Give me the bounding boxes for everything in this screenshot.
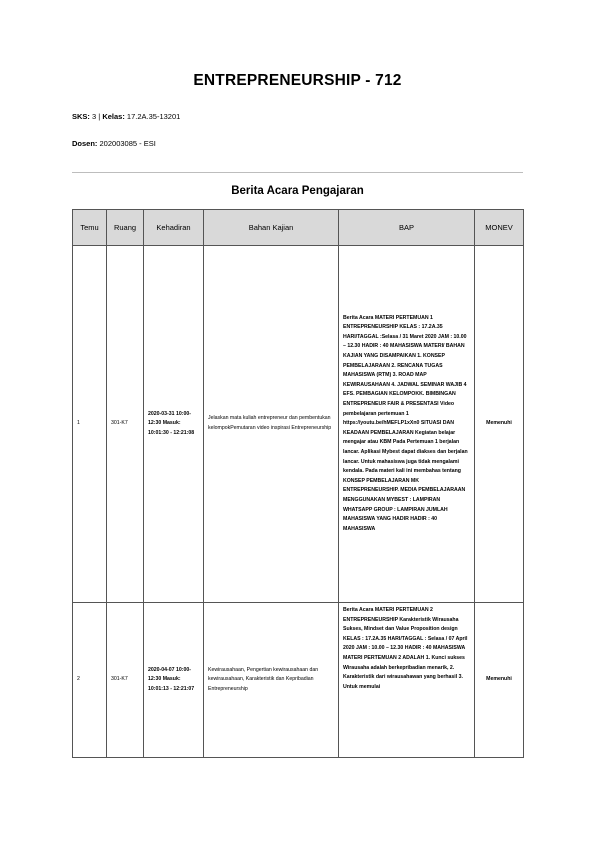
dosen-value: 202003085 - ESI xyxy=(99,139,156,148)
lecturer-info-line xyxy=(72,139,156,148)
monev-cell: Memenuhi xyxy=(475,603,524,758)
temu-cell: 2 xyxy=(73,603,107,758)
monev-cell: Memenuhi xyxy=(475,246,524,603)
header-ruang: Ruang xyxy=(107,210,144,246)
bap-cell: Berita Acara MATERI PERTEMUAN 2 ENTREPRENEURSHIP Karakteristik Wirausaha Sukses, Mindset dan Value Proposition design KELAS : 17.2A.35 HARI/TAGGAL : Selasa / 07 April 2020 JAM : 10.00 – 12.30 HADIR : 40 MAHASISWA MATERI PERTEMUAN 2 ADALAH 1. Kunci sukses Wirausaha adalah berkepribadian menarik, 2. Karakteristik dari wirausahawan yang berhasil 3. Untuk memulai xyxy=(339,603,475,758)
header-temu: Temu xyxy=(73,210,107,246)
divider xyxy=(72,172,523,173)
table-row xyxy=(73,246,524,603)
ruang-cell: 301-K7 xyxy=(107,603,144,758)
header-kehadiran: Kehadiran xyxy=(144,210,204,246)
dosen-label: Dosen: xyxy=(72,139,98,148)
sks-value: 3 | xyxy=(92,112,101,121)
table-row xyxy=(73,603,524,758)
teaching-record-table xyxy=(72,209,524,758)
ruang-cell: 301-K7 xyxy=(107,246,144,603)
bap-cell: Berita Acara MATERI PERTEMUAN 1 ENTREPRENEURSHIP KELAS : 17.2A.35 HARI/TAGGAL :Selasa / 31 Maret 2020 JAM : 10.00 – 12.30 HADIR : 40 MAHASISWA MATERI/ BAHAN KAJIAN YANG DISAMPAIKAN 1. KONSEP PEMBELAJARAAN 2. RENCANA TUGAS MAHASISWA (RTM) 3. ROAD MAP KEWIRAUSAHAAN 4. JADWAL SEMINAR WAJIB 4 EFS. PEMBAGIAN KELOMPOKK. BIMBINGAN ENTREPRENEUR FAIR & PRESENTASI Video pembelajaran pertemuan 1 https://youtu.be/hMEFLP1xXn0 SITUASI DAN KEADAAN PEMBELAJARAN Kegiatan belajar mengajar atau KBM Pada Pertemuan 1 berjalan lancar. Aplikasi Mybest dapat diakses dan berjalan lancar. Untuk mahasiswa juga tidak mengalami kendala. Pada materi kali ini membahas tentang KONSEP PEMBELAJARAN MK ENTREPRENEURSHIP. MEDIA PEMBELAJARAAN MENGGUNAKAN MYBEST : LAMPIRAN WHATSAPP GROUP : LAMPIRAN JUMLAH MAHASISWA YANG HADIR HADIR : 40 MAHASISWA xyxy=(339,246,475,603)
section-title: Berita Acara Pengajaran xyxy=(231,185,364,197)
page-title: ENTREPRENEURSHIP - 712 xyxy=(193,72,402,89)
temu-cell: 1 xyxy=(73,246,107,603)
kehadiran-cell: 2020-03-31 10:00-12:30 Masuk: 10:01:30 - 12:21:08 xyxy=(144,246,204,603)
sks-label: SKS: xyxy=(72,112,90,121)
kelas-label: Kelas: xyxy=(102,112,125,121)
header-monev: MONEV xyxy=(475,210,524,246)
header-bahan-kajian: Bahan Kajian xyxy=(204,210,339,246)
table-header-row xyxy=(73,210,524,246)
bahan-kajian-cell: Jelaskan mata kuliah entrepreneur dan pembentukan kelompokPemutaran video inspirasi Entrepreneurship xyxy=(204,246,339,603)
course-info-line xyxy=(72,112,180,121)
kehadiran-cell: 2020-04-07 10:00-12:30 Masuk: 10:01:13 - 12:21:07 xyxy=(144,603,204,758)
bahan-kajian-cell: Kewirausahaan, Pengertian kewirausahaan dan kewirausahaan, Karakteristik dan Kepribadian Entrepreneurship xyxy=(204,603,339,758)
header-bap: BAP xyxy=(339,210,475,246)
kelas-value: 17.2A.35-13201 xyxy=(126,112,181,121)
